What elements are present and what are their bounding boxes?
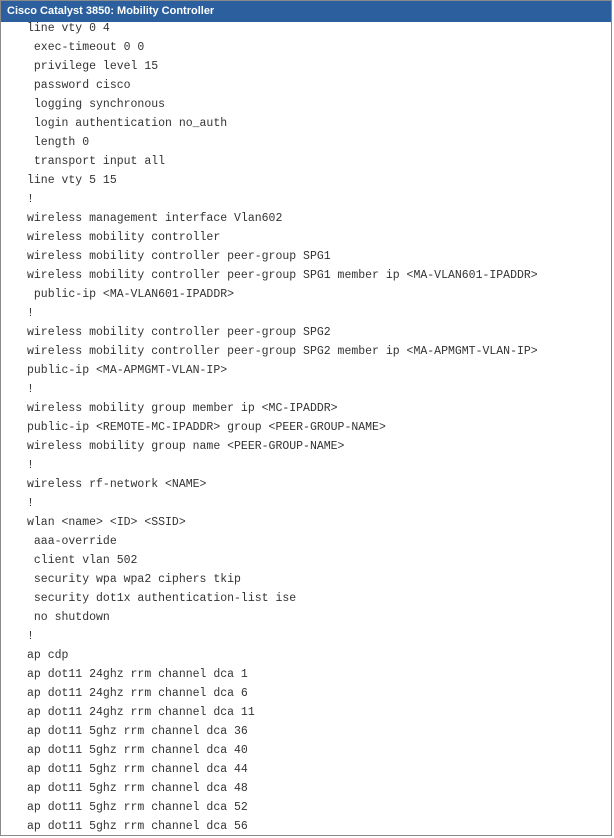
config-line: wireless mobility controller peer-group SPG1 member ip <MA-VLAN601-IPADDR> [27, 269, 538, 282]
config-line: length 0 [27, 136, 90, 149]
config-line: public-ip <MA-APMGMT-VLAN-IP> [27, 364, 228, 377]
config-line: ! [27, 630, 34, 643]
config-line: password cisco [27, 79, 131, 92]
config-line: line vty 5 15 [27, 174, 117, 187]
config-line: privilege level 15 [27, 60, 159, 73]
config-line: ap dot11 24ghz rrm channel dca 1 [27, 668, 248, 681]
config-line: wireless mobility controller [27, 231, 221, 244]
config-line: security dot1x authentication-list ise [27, 592, 297, 605]
config-line: wireless mobility controller peer-group SPG2 member ip <MA-APMGMT-VLAN-IP> [27, 345, 538, 358]
config-line: ! [27, 497, 34, 510]
config-line: wireless mobility controller peer-group SPG1 [27, 250, 331, 263]
config-line: ! [27, 459, 34, 472]
config-line: ap dot11 24ghz rrm channel dca 6 [27, 687, 248, 700]
config-line: logging synchronous [27, 98, 166, 111]
config-line: public-ip <REMOTE-MC-IPADDR> group <PEER-GROUP-NAME> [27, 421, 386, 434]
config-code-block [27, 19, 538, 836]
config-line: aaa-override [27, 535, 117, 548]
config-line: line vty 0 4 [27, 22, 110, 35]
config-line: ap cdp [27, 649, 69, 662]
config-line: ap dot11 5ghz rrm channel dca 52 [27, 801, 248, 814]
config-line: wireless rf-network <NAME> [27, 478, 207, 491]
config-line: wireless mobility group name <PEER-GROUP-NAME> [27, 440, 345, 453]
config-line: ! [27, 193, 34, 206]
config-line: ap dot11 5ghz rrm channel dca 56 [27, 820, 248, 833]
config-line: wireless mobility controller peer-group SPG2 [27, 326, 331, 339]
config-line: public-ip <MA-VLAN601-IPADDR> [27, 288, 235, 301]
config-line: security wpa wpa2 ciphers tkip [27, 573, 241, 586]
panel-title: Cisco Catalyst 3850: Mobility Controller [1, 1, 611, 22]
config-line: wireless management interface Vlan602 [27, 212, 283, 225]
config-line: ap dot11 5ghz rrm channel dca 44 [27, 763, 248, 776]
config-line: ! [27, 383, 34, 396]
config-line: ap dot11 24ghz rrm channel dca 11 [27, 706, 255, 719]
config-line: exec-timeout 0 0 [27, 41, 145, 54]
config-line: wireless mobility group member ip <MC-IPADDR> [27, 402, 338, 415]
config-line: transport input all [27, 155, 166, 168]
config-line: wlan <name> <ID> <SSID> [27, 516, 186, 529]
config-line: login authentication no_auth [27, 117, 228, 130]
config-line: ap dot11 5ghz rrm channel dca 48 [27, 782, 248, 795]
config-line: ! [27, 307, 34, 320]
config-line: client vlan 502 [27, 554, 138, 567]
config-line: ap dot11 5ghz rrm channel dca 40 [27, 744, 248, 757]
config-line: ap dot11 5ghz rrm channel dca 36 [27, 725, 248, 738]
config-line: no shutdown [27, 611, 110, 624]
